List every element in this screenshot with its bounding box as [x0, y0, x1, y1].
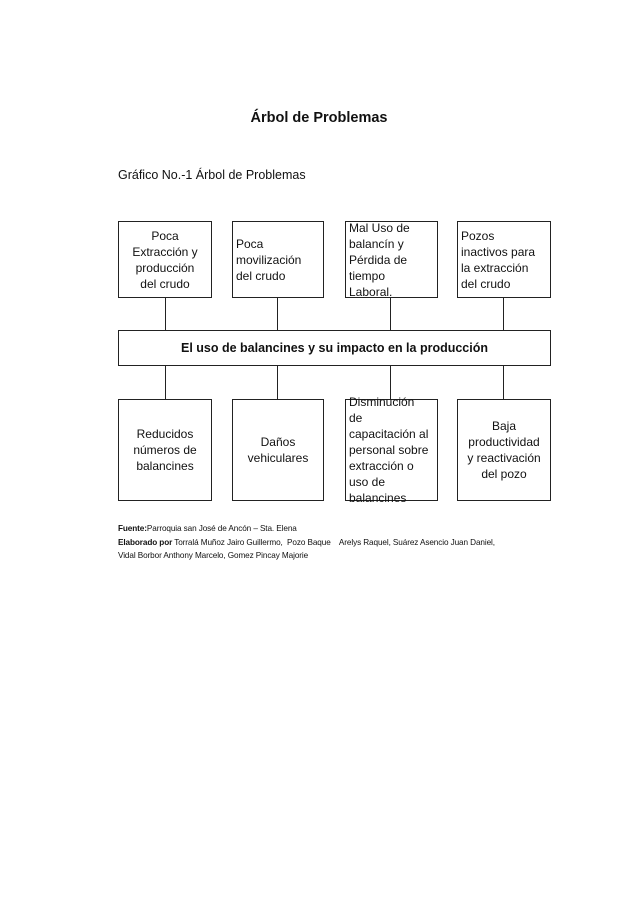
connector-cause-1: [165, 298, 166, 330]
connector-cause-4: [503, 298, 504, 330]
cause-box-3: [345, 221, 438, 298]
figure-notes: [118, 522, 495, 563]
effect-box-2-text: Daños vehiculares: [247, 435, 309, 465]
page-title: Árbol de Problemas: [250, 110, 388, 126]
connector-cause-3: [390, 298, 391, 330]
connector-effect-2: [277, 366, 278, 399]
source-line: [118, 522, 495, 536]
cause-box-2: [232, 221, 324, 298]
cause-box-4-text: Pozos inactivos para la extracción del crudo: [461, 228, 536, 291]
connector-effect-4: [503, 366, 504, 399]
prepared-by-label: Elaborado por: [118, 537, 173, 547]
effect-box-1: [118, 399, 212, 501]
prepared-by-text-2: Vidal Borbor Anthony Marcelo, Gomez Pincay Majorie: [118, 551, 309, 560]
cause-box-1: [118, 221, 212, 298]
cause-box-1-text: Poca Extracción y producción del crudo: [132, 228, 198, 291]
prepared-by-line-2: [118, 549, 495, 563]
prepared-by-text-1: Torralá Muñoz Jairo Guillermo, Pozo Baque Arelys Raquel, Suárez Asencio Juan Daniel,: [172, 537, 495, 547]
connector-effect-1: [165, 366, 166, 399]
effect-box-4: [457, 399, 551, 501]
effect-box-1-text: Reducidos números de balancines: [133, 427, 197, 473]
figure-caption: Gráfico No.-1 Árbol de Problemas: [118, 168, 306, 182]
effect-box-4-text: Baja productividad y reactivación del pozo: [467, 419, 541, 481]
effect-box-3: [345, 395, 438, 505]
connector-cause-2: [277, 298, 278, 330]
source-text: Parroquia san José de Ancón – Sta. Elena: [146, 524, 297, 533]
prepared-by-line: [118, 536, 495, 550]
effect-box-2: [232, 399, 324, 501]
cause-box-2-text: Poca movilización del crudo: [236, 236, 302, 283]
cause-box-4: [457, 221, 551, 298]
source-label: Fuente:: [118, 524, 147, 533]
core-problem-text: El uso de balancines y su impacto en la producción: [180, 341, 489, 355]
effect-box-3-text: Disminución de capacitación al personal sobre extracción o uso de balancines: [349, 395, 429, 505]
cause-box-3-text: Mal Uso de balancín y Pérdida de tiempo Laboral.: [349, 220, 410, 299]
core-problem-box: [118, 330, 551, 366]
